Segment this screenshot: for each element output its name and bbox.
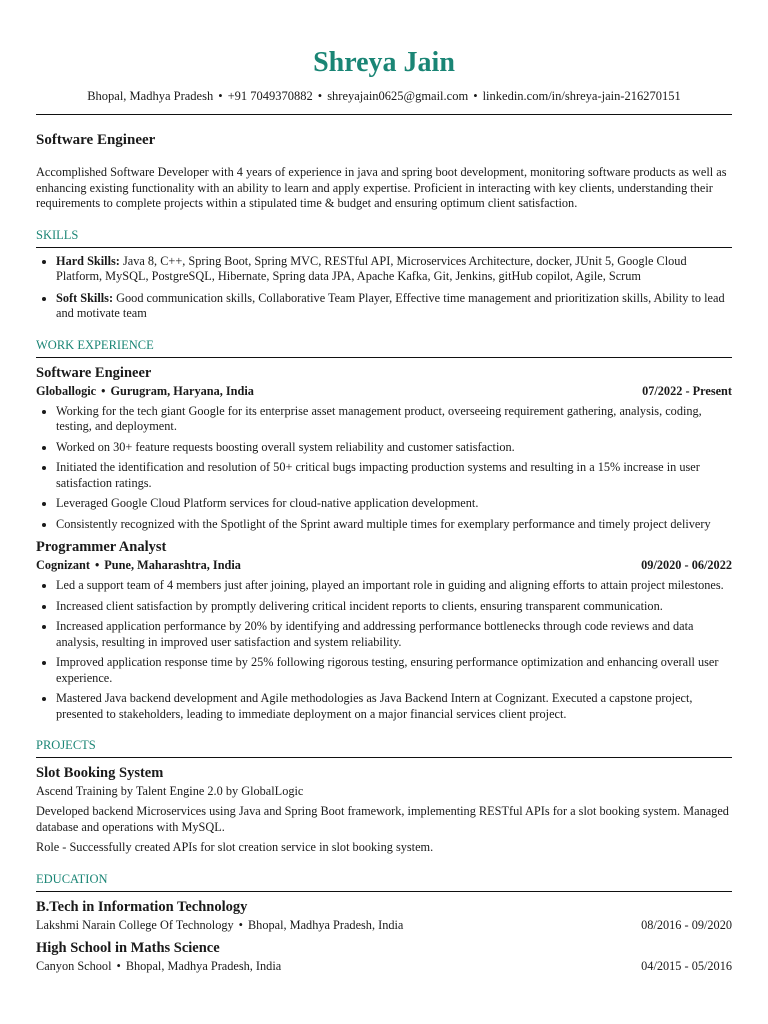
- job-company: Cognizant: [36, 558, 90, 572]
- soft-skills-label: Soft Skills:: [56, 290, 114, 305]
- job-bullets: [36, 578, 732, 722]
- education-location: Bhopal, Madhya Pradesh, India: [247, 917, 404, 932]
- job-title: Software Engineer: [36, 364, 152, 381]
- project-entry: [36, 764, 732, 856]
- education-dates: 08/2016 - 09/2020: [641, 917, 732, 932]
- section-heading-projects: PROJECTS: [36, 738, 96, 752]
- separator: •: [116, 958, 121, 973]
- contact-phone[interactable]: +91 7049370882: [227, 89, 313, 103]
- education-entry: [36, 939, 732, 974]
- job-bullet: • Led a support team of 4 members just after joining, played an important role in guiding and aligning efforts to attain project milestones.: [56, 578, 732, 594]
- job-location: Gurugram, Haryana, India: [110, 383, 254, 398]
- education-meta: [36, 959, 732, 974]
- separator: •: [101, 383, 106, 398]
- contact-email[interactable]: shreyajain0625@gmail.com: [327, 89, 469, 103]
- separator: •: [317, 89, 323, 103]
- contact-line: [36, 88, 732, 104]
- job-bullet: • Worked on 30+ feature requests boosting overall system reliability and customer satisfaction.: [56, 440, 732, 456]
- job-bullet: • Working for the tech giant Google for its enterprise asset management product, overseeing requirement gathering, analysis, coding, testing, and deployment.: [56, 404, 732, 435]
- job-title: Programmer Analyst: [36, 539, 167, 555]
- job-bullets: [36, 404, 732, 533]
- job-dates: 07/2022 - Present: [642, 383, 732, 398]
- summary-text: Accomplished Software Developer with 4 years of experience in java and spring boot development, monitoring software products as well as enhancing existing functionality with an ability to learn and apply expertise. Proficient in interacting with key clients, understanding their requirements to complete projects within a stipulated time & budget and ensuring optimum client satisfaction.: [36, 165, 727, 210]
- education-school: Lakshmi Narain College Of Technology: [36, 917, 234, 932]
- job-meta: [36, 558, 732, 573]
- separator: •: [94, 558, 100, 572]
- header-divider: [36, 114, 732, 115]
- headline: Software Engineer: [36, 132, 156, 148]
- job-bullet: • Mastered Java backend development and Agile methodologies as Java Backend Intern at Cognizant. Executed a capstone project, presented to stakeholders, leading to immediate deployment on a major financial services client project.: [56, 691, 732, 722]
- project-role: Role - Successfully created APIs for slot creation service in slot booking system.: [36, 840, 434, 854]
- job-bullet: • Leveraged Google Cloud Platform services for cloud-native application development.: [56, 496, 732, 512]
- project-title: Slot Booking System: [36, 765, 164, 781]
- job-company: Globallogic: [36, 383, 97, 398]
- candidate-name: Shreya Jain: [313, 47, 455, 78]
- hard-skills-text: Java 8, C++, Spring Boot, Spring MVC, RESTful API, Microservices Architecture, docker, JUnit 5, Google Cloud Platform, MySQL, PostgreSQL, Hibernate, Spring data JPA, Apache Kafka, Git, Jenkins, gitHub copilot, Agile, Scrum: [56, 253, 687, 283]
- section-divider: [36, 757, 732, 758]
- job-entry: [36, 364, 732, 533]
- hard-skills-item: [56, 254, 732, 285]
- skills-list: [36, 254, 732, 322]
- job-bullet: • Initiated the identification and resolution of 50+ critical bugs impacting production systems and resulting in a 15% increase in user satisfaction ratings.: [56, 460, 732, 491]
- soft-skills-text: Good communication skills, Collaborative Team Player, Effective time management and prioritization skills, Ability to lead and motivate team: [56, 290, 725, 320]
- section-heading-education: EDUCATION: [36, 871, 108, 886]
- job-bullet: • Increased application performance by 20% by identifying and addressing performance bottlenecks through code reviews and data analysis, resulting in improved user satisfaction and system reliability.: [56, 619, 732, 650]
- job-meta: [36, 384, 732, 399]
- section-divider: [36, 357, 732, 358]
- separator: •: [238, 917, 243, 932]
- job-location: Pune, Maharashtra, India: [104, 558, 241, 572]
- job-dates: 09/2020 - 06/2022: [641, 558, 732, 572]
- education-degree: High School in Maths Science: [36, 939, 220, 956]
- job-bullet: • Increased client satisfaction by promptly delivering critical incident reports to clients, ensuring transparent communication.: [56, 599, 732, 615]
- section-divider: [36, 247, 732, 248]
- separator: •: [473, 89, 478, 103]
- project-subtitle: Ascend Training by Talent Engine 2.0 by GlobalLogic: [36, 784, 304, 798]
- job-entry: [36, 538, 732, 722]
- soft-skills-item: [56, 291, 732, 322]
- education-degree: B.Tech in Information Technology: [36, 898, 248, 915]
- job-bullet: • Improved application response time by 25% following rigorous testing, ensuring performance optimization and enhancing overall user experience.: [56, 655, 732, 686]
- education-school: Canyon School: [36, 958, 112, 973]
- section-divider: [36, 891, 732, 892]
- contact-location: Bhopal, Madhya Pradesh: [87, 89, 214, 103]
- education-location: Bhopal, Madhya Pradesh, India: [125, 958, 282, 973]
- education-dates: 04/2015 - 05/2016: [641, 958, 732, 973]
- contact-linkedin[interactable]: linkedin.com/in/shreya-jain-216270151: [482, 89, 681, 103]
- hard-skills-label: Hard Skills:: [56, 253, 120, 268]
- project-description: Developed backend Microservices using Java and Spring Boot framework, implementing RESTful APIs for a slot booking system. Managed database and operations with MySQL.: [36, 804, 729, 834]
- education-entry: [36, 898, 732, 933]
- separator: •: [218, 89, 223, 103]
- job-bullet: • Consistently recognized with the Spotlight of the Sprint award multiple times for exemplary performance and timely project delivery: [56, 517, 732, 533]
- education-meta: [36, 918, 732, 933]
- section-heading-experience: WORK EXPERIENCE: [36, 337, 154, 352]
- section-heading-skills: SKILLS: [36, 227, 79, 242]
